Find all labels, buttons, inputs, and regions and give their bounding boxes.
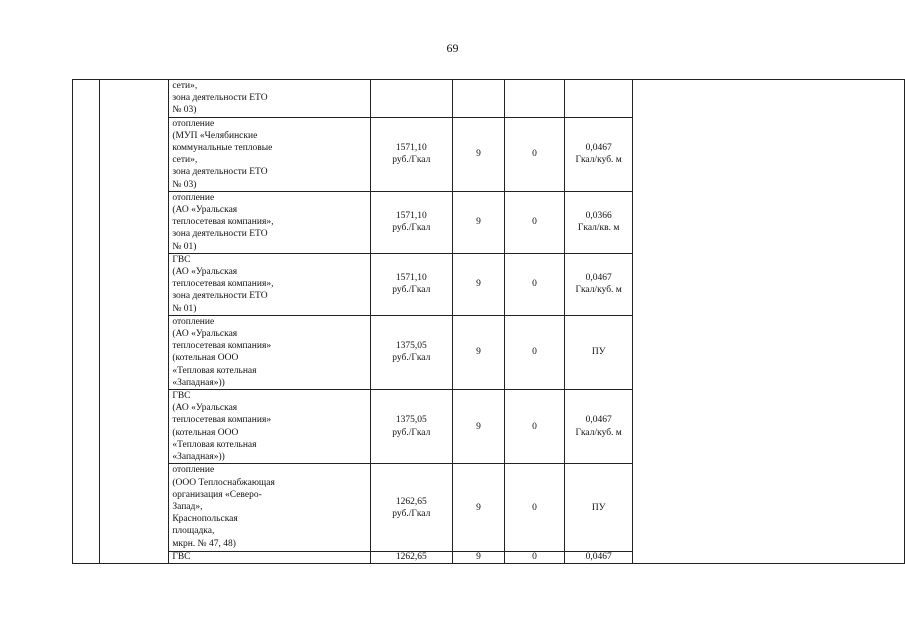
cell-norm: 0,0467 Гкал/куб. м: [564, 117, 632, 191]
blank-col-a: [73, 80, 100, 564]
cell-value-b: [505, 80, 565, 118]
cell-value-b: 0: [505, 117, 565, 191]
cell-tariff: 1375,05 руб./Гкал: [370, 390, 452, 464]
page-number: 69: [446, 41, 459, 55]
cell-value-b: 0: [505, 552, 565, 564]
cell-value-a: 9: [452, 390, 504, 464]
cell-norm: ПУ: [564, 464, 632, 552]
cell-description: ГВС (АО «Уральская теплосетевая компания» (котельная ООО «Тепловая котельная «Западная»)): [169, 390, 370, 464]
cell-norm: 0,0366 Гкал/кв. м: [564, 191, 632, 253]
tariff-table: [72, 79, 905, 564]
cell-tariff: 1571,10 руб./Гкал: [370, 191, 452, 253]
cell-value-a: 9: [452, 315, 504, 389]
cell-norm: 0,0467: [564, 552, 632, 564]
cell-value-b: 0: [505, 253, 565, 315]
cell-value-a: 9: [452, 191, 504, 253]
cell-value-b: 0: [505, 464, 565, 552]
cell-tariff: 1262,65 руб./Гкал: [370, 464, 452, 552]
cell-value-a: 9: [452, 117, 504, 191]
cell-tariff: 1571,10 руб./Гкал: [370, 117, 452, 191]
cell-value-a: [452, 80, 504, 118]
cell-description: ГВС (АО «Уральская теплосетевая компания», зона деятельности ЕТО № 01): [169, 253, 370, 315]
cell-value-a: 9: [452, 464, 504, 552]
cell-tariff: 1262,65: [370, 552, 452, 564]
cell-description: ГВС: [169, 552, 370, 564]
cell-value-b: 0: [505, 315, 565, 389]
cell-description: сети», зона деятельности ЕТО № 03): [169, 80, 370, 118]
cell-norm: ПУ: [564, 315, 632, 389]
cell-norm: 0,0467 Гкал/куб. м: [564, 390, 632, 464]
cell-tariff: [370, 80, 452, 118]
cell-description: отопление (ООО Теплоснабжающая организация «Северо- Запад», Краснопольская площадка, мкрн. № 47, 48): [169, 464, 370, 552]
cell-norm: 0,0467 Гкал/куб. м: [564, 253, 632, 315]
cell-description: отопление (МУП «Челябинские коммунальные тепловые сети», зона деятельности ЕТО № 03): [169, 117, 370, 191]
cell-tariff: 1375,05 руб./Гкал: [370, 315, 452, 389]
cell-norm: [564, 80, 632, 118]
cell-tariff: 1571,10 руб./Гкал: [370, 253, 452, 315]
cell-value-b: 0: [505, 191, 565, 253]
cell-value-a: 9: [452, 253, 504, 315]
table-row: [73, 80, 905, 118]
blank-col-b: [99, 80, 168, 564]
blank-col-right: [633, 80, 905, 564]
cell-description: отопление (АО «Уральская теплосетевая компания» (котельная ООО «Тепловая котельная «Западная»)): [169, 315, 370, 389]
cell-value-a: 9: [452, 552, 504, 564]
cell-value-b: 0: [505, 390, 565, 464]
cell-description: отопление (АО «Уральская теплосетевая компания», зона деятельности ЕТО № 01): [169, 191, 370, 253]
